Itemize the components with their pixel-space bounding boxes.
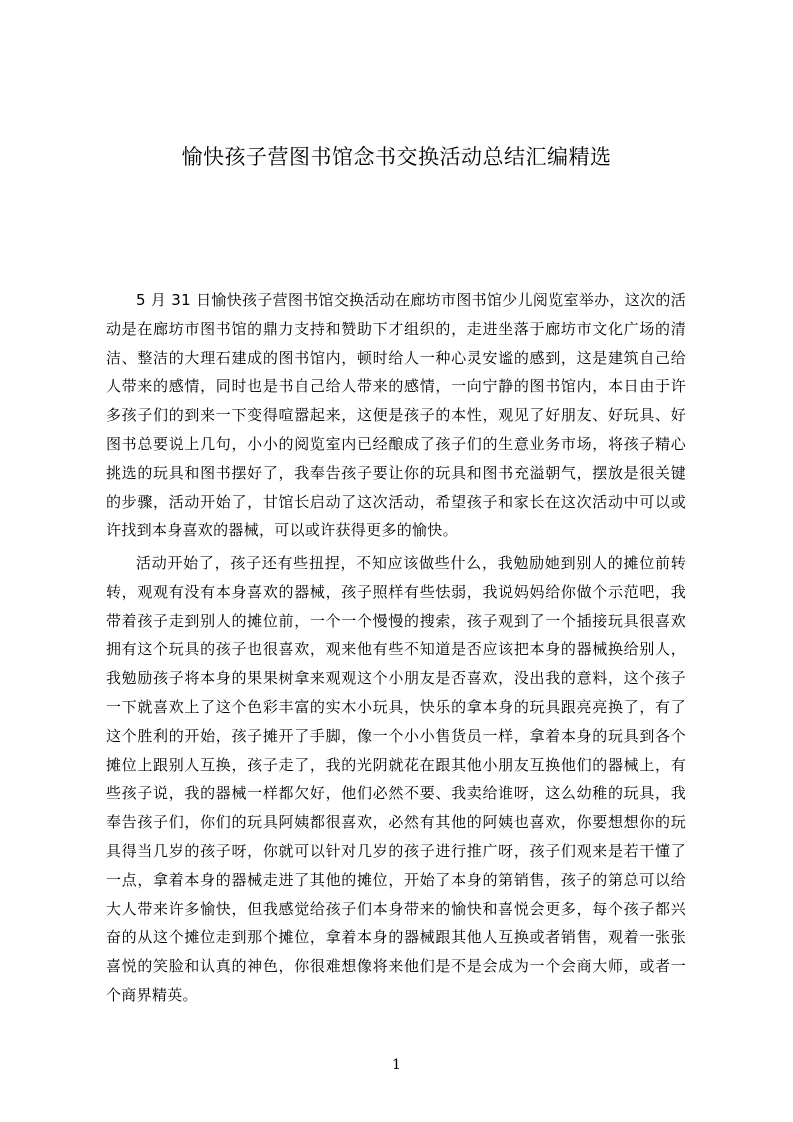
page-number: 1 <box>392 1057 401 1073</box>
body-paragraph: 5 月 31 日愉快孩子营图书馆交换活动在廊坊市图书馆少儿阅览室举办，这次的活动是在廊坊市图书馆的鼎力支持和赞助下才组织的，走进坐落于廊坊市文化广场的清洁、整洁的大理石建成的图书馆内，顿时给人一种心灵安谧的感到，这是建筑自己给人带来的感情，同时也是书自己给人带来的感情，一向宁静的图书馆内，本日由于许多孩子们的到来一下变得喧嚣起来，这便是孩子的本性，观见了好朋友、好玩具、好图书总要说上几句，小小的阅览室内已经酿成了孩子们的生意业务市场，将孩子精心挑选的玩具和图书摆好了，我奉告孩子要让你的玩具和图书充溢朝气，摆放是很关键的步骤，活动开始了，甘馆长启动了这次活动，希望孩子和家长在这次活动中可以或许找到本身喜欢的器械，可以或许获得更多的愉快。 <box>106 291 686 540</box>
body-paragraph: 活动开始了，孩子还有些扭捏，不知应该做些什么，我勉励她到别人的摊位前转转，观观有没有本身喜欢的器械，孩子照样有些怯弱，我说妈妈给你做个示范吧，我带着孩子走到别人的摊位前，一个一个慢慢的搜索，孩子观到了一个插接玩具很喜欢拥有这个玩具的孩子也很喜欢，观来他有些不知道是否应该把本身的器械换给别人，我勉励孩子将本身的果果树拿来观观这个小朋友是否喜欢，没出我的意料，这个孩子一下就喜欢上了这个色彩丰富的实木小玩具，快乐的拿本身的玩具跟亮亮换了，有了这个胜利的开始，孩子摊开了手脚，像一个小小售货员一样，拿着本身的玩具到各个摊位上跟别人互换，孩子走了，我的光阴就花在跟其他小朋友互换他们的器械上，有些孩子说，我的器械一样都欠好，他们必然不要、我卖给谁呀，这么幼稚的玩具，我奉告孩子们，你们的玩具阿姨都很喜欢，必然有其他的阿姨也喜欢，你要想想你的玩具得当几岁的孩子呀，你就可以针对几岁的孩子进行推广呀，孩子们观来是若干懂了一点，拿着本身的器械走进了其他的摊位，开始了本身的第销售，孩子的第总可以给大人带来许多愉快，但我感觉给孩子们本身带来的愉快和喜悦会更多，每个孩子都兴奋的从这个摊位走到那个摊位，拿着本身的器械跟其他人互换或者销售，观着一张张喜悦的笑脸和认真的神色，你很难想像将来他们是不是会成为一个会商大师，或者一个商界精英。 <box>106 554 686 1004</box>
document-title: 愉快孩子营图书馆念书交换活动总结汇编精选 <box>181 145 612 169</box>
